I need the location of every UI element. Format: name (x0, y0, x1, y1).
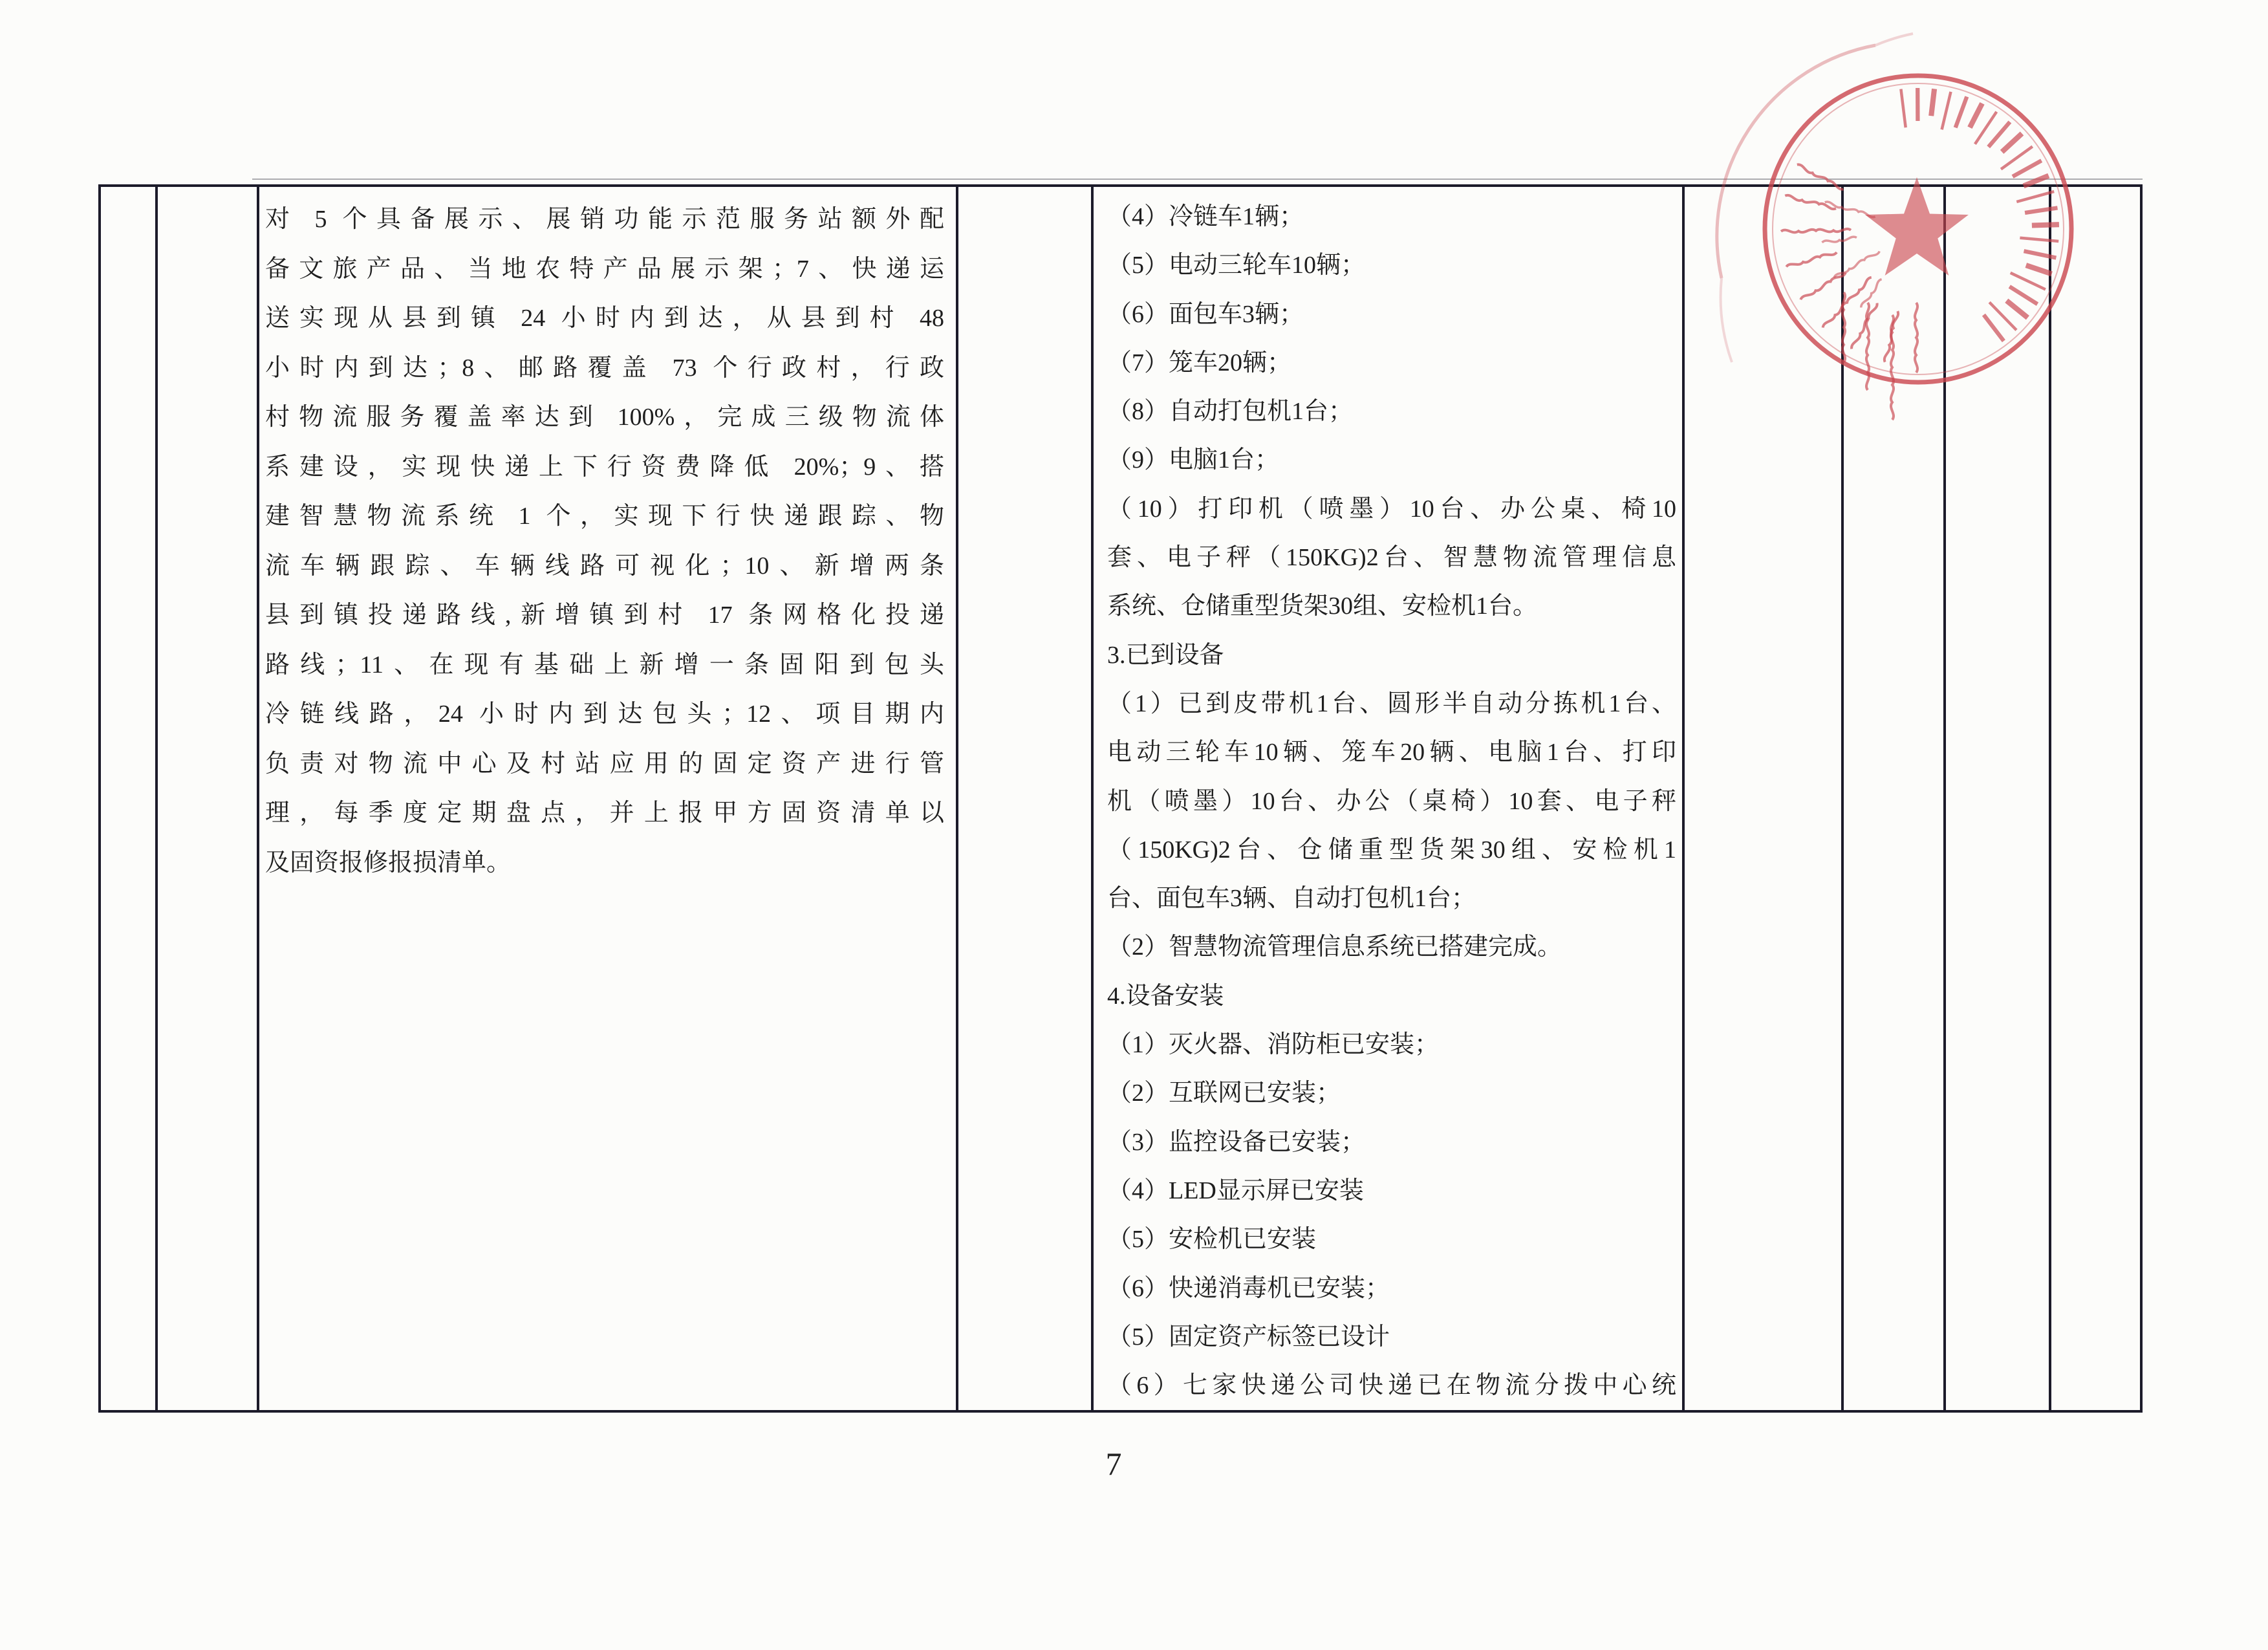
text-line: 对 5 个具备展示、展销功能示范服务站额外配 (265, 206, 944, 233)
table-column-divider (1841, 187, 1844, 1410)
text-line: （8）自动打包机1台； (1107, 398, 1354, 426)
text-line: 机（喷墨）10台、办公（桌椅）10套、电子秤 (1107, 787, 1676, 815)
text-line: （1）已到皮带机1台、圆形半自动分拣机1台、 (1107, 689, 1676, 717)
table-cell-left-text (265, 195, 944, 887)
text-line: 县到镇投递路线,新增镇到村 17 条网格化投递 (265, 602, 944, 629)
table-column-divider (1091, 187, 1094, 1410)
text-line: （150KG)2台、仓储重型货架30组、安检机1 (1107, 836, 1676, 863)
text-line: 4.设备安装 (1107, 982, 1224, 1010)
text-line: 送实现从县到镇 24 小时内到达，从县到村 48 (265, 305, 944, 332)
text-line: 3.已到设备 (1107, 641, 1224, 669)
text-line: （6）快递消毒机已安装； (1107, 1274, 1390, 1302)
text-line: 系统、仓储重型货架30组、安检机1台。 (1107, 592, 1538, 620)
text-line: 流车辆跟踪、车辆线路可视化；10、新增两条 (265, 552, 944, 580)
text-line: （2）智慧物流管理信息系统已搭建完成。 (1107, 933, 1562, 961)
text-line: （9）电脑1台； (1107, 446, 1280, 474)
row-divider-echo-line (252, 179, 2143, 180)
table-column-divider (1943, 187, 1946, 1410)
table-column-divider (1682, 187, 1685, 1410)
text-line: （5）电动三轮车10辆； (1107, 252, 1366, 279)
text-line: 系建设，实现快递上下行资费降低 20%；9、搭 (265, 453, 944, 481)
text-line: 理，每季度定期盘点，并上报甲方固资清单以 (265, 799, 944, 827)
text-line: 冷链线路，24 小时内到达包头；12、项目期内 (265, 700, 944, 728)
text-line: 路线；11、在现有基础上新增一条固阳到包头 (265, 651, 944, 678)
text-line: 电动三轮车10辆、笼车20辆、电脑1台、打印 (1107, 739, 1676, 766)
table-column-divider (2049, 187, 2051, 1410)
table-column-divider (257, 187, 259, 1410)
text-line: （2）互联网已安装； (1107, 1080, 1341, 1107)
text-line: （4）冷链车1辆； (1107, 203, 1304, 230)
text-line: 小时内到达；8、邮路覆盖 73 个行政村，行政 (265, 354, 944, 382)
page-number: 7 (1105, 1446, 1122, 1482)
table-column-divider (155, 187, 158, 1410)
text-line: （7）笼车20辆； (1107, 349, 1292, 376)
text-line: （3）监控设备已安装； (1107, 1128, 1366, 1156)
text-line: （4）LED显示屏已安装 (1107, 1177, 1364, 1204)
text-line: 备文旅产品、当地农特产品展示架；7、快递运 (265, 255, 944, 283)
text-line: 村物流服务覆盖率达到 100%，完成三级物流体 (265, 404, 944, 431)
text-line: （5）安检机已安装 (1107, 1226, 1317, 1254)
text-line: （6）面包车3辆； (1107, 300, 1304, 328)
table-cell-right-text (1107, 193, 1676, 1410)
table-column-divider (956, 187, 958, 1410)
text-line: （10）打印机（喷墨）10台、办公桌、椅10 (1107, 495, 1676, 523)
text-line: （5）固定资产标签已设计 (1107, 1323, 1390, 1351)
text-line: 台、面包车3辆、自动打包机1台； (1107, 885, 1476, 913)
text-line: （1）灭火器、消防柜已安装； (1107, 1031, 1440, 1059)
text-line: 套、电子秤（150KG)2台、智慧物流管理信息 (1107, 544, 1676, 572)
text-line: 建智慧物流系统 1 个，实现下行快递跟踪、物 (265, 503, 944, 530)
text-line: 负责对物流中心及村站应用的固定资产进行管 (265, 750, 944, 777)
text-line: （6）七家快递公司快递已在物流分拨中心统 (1107, 1372, 1676, 1400)
text-line: 及固资报修报损清单。 (265, 849, 512, 876)
